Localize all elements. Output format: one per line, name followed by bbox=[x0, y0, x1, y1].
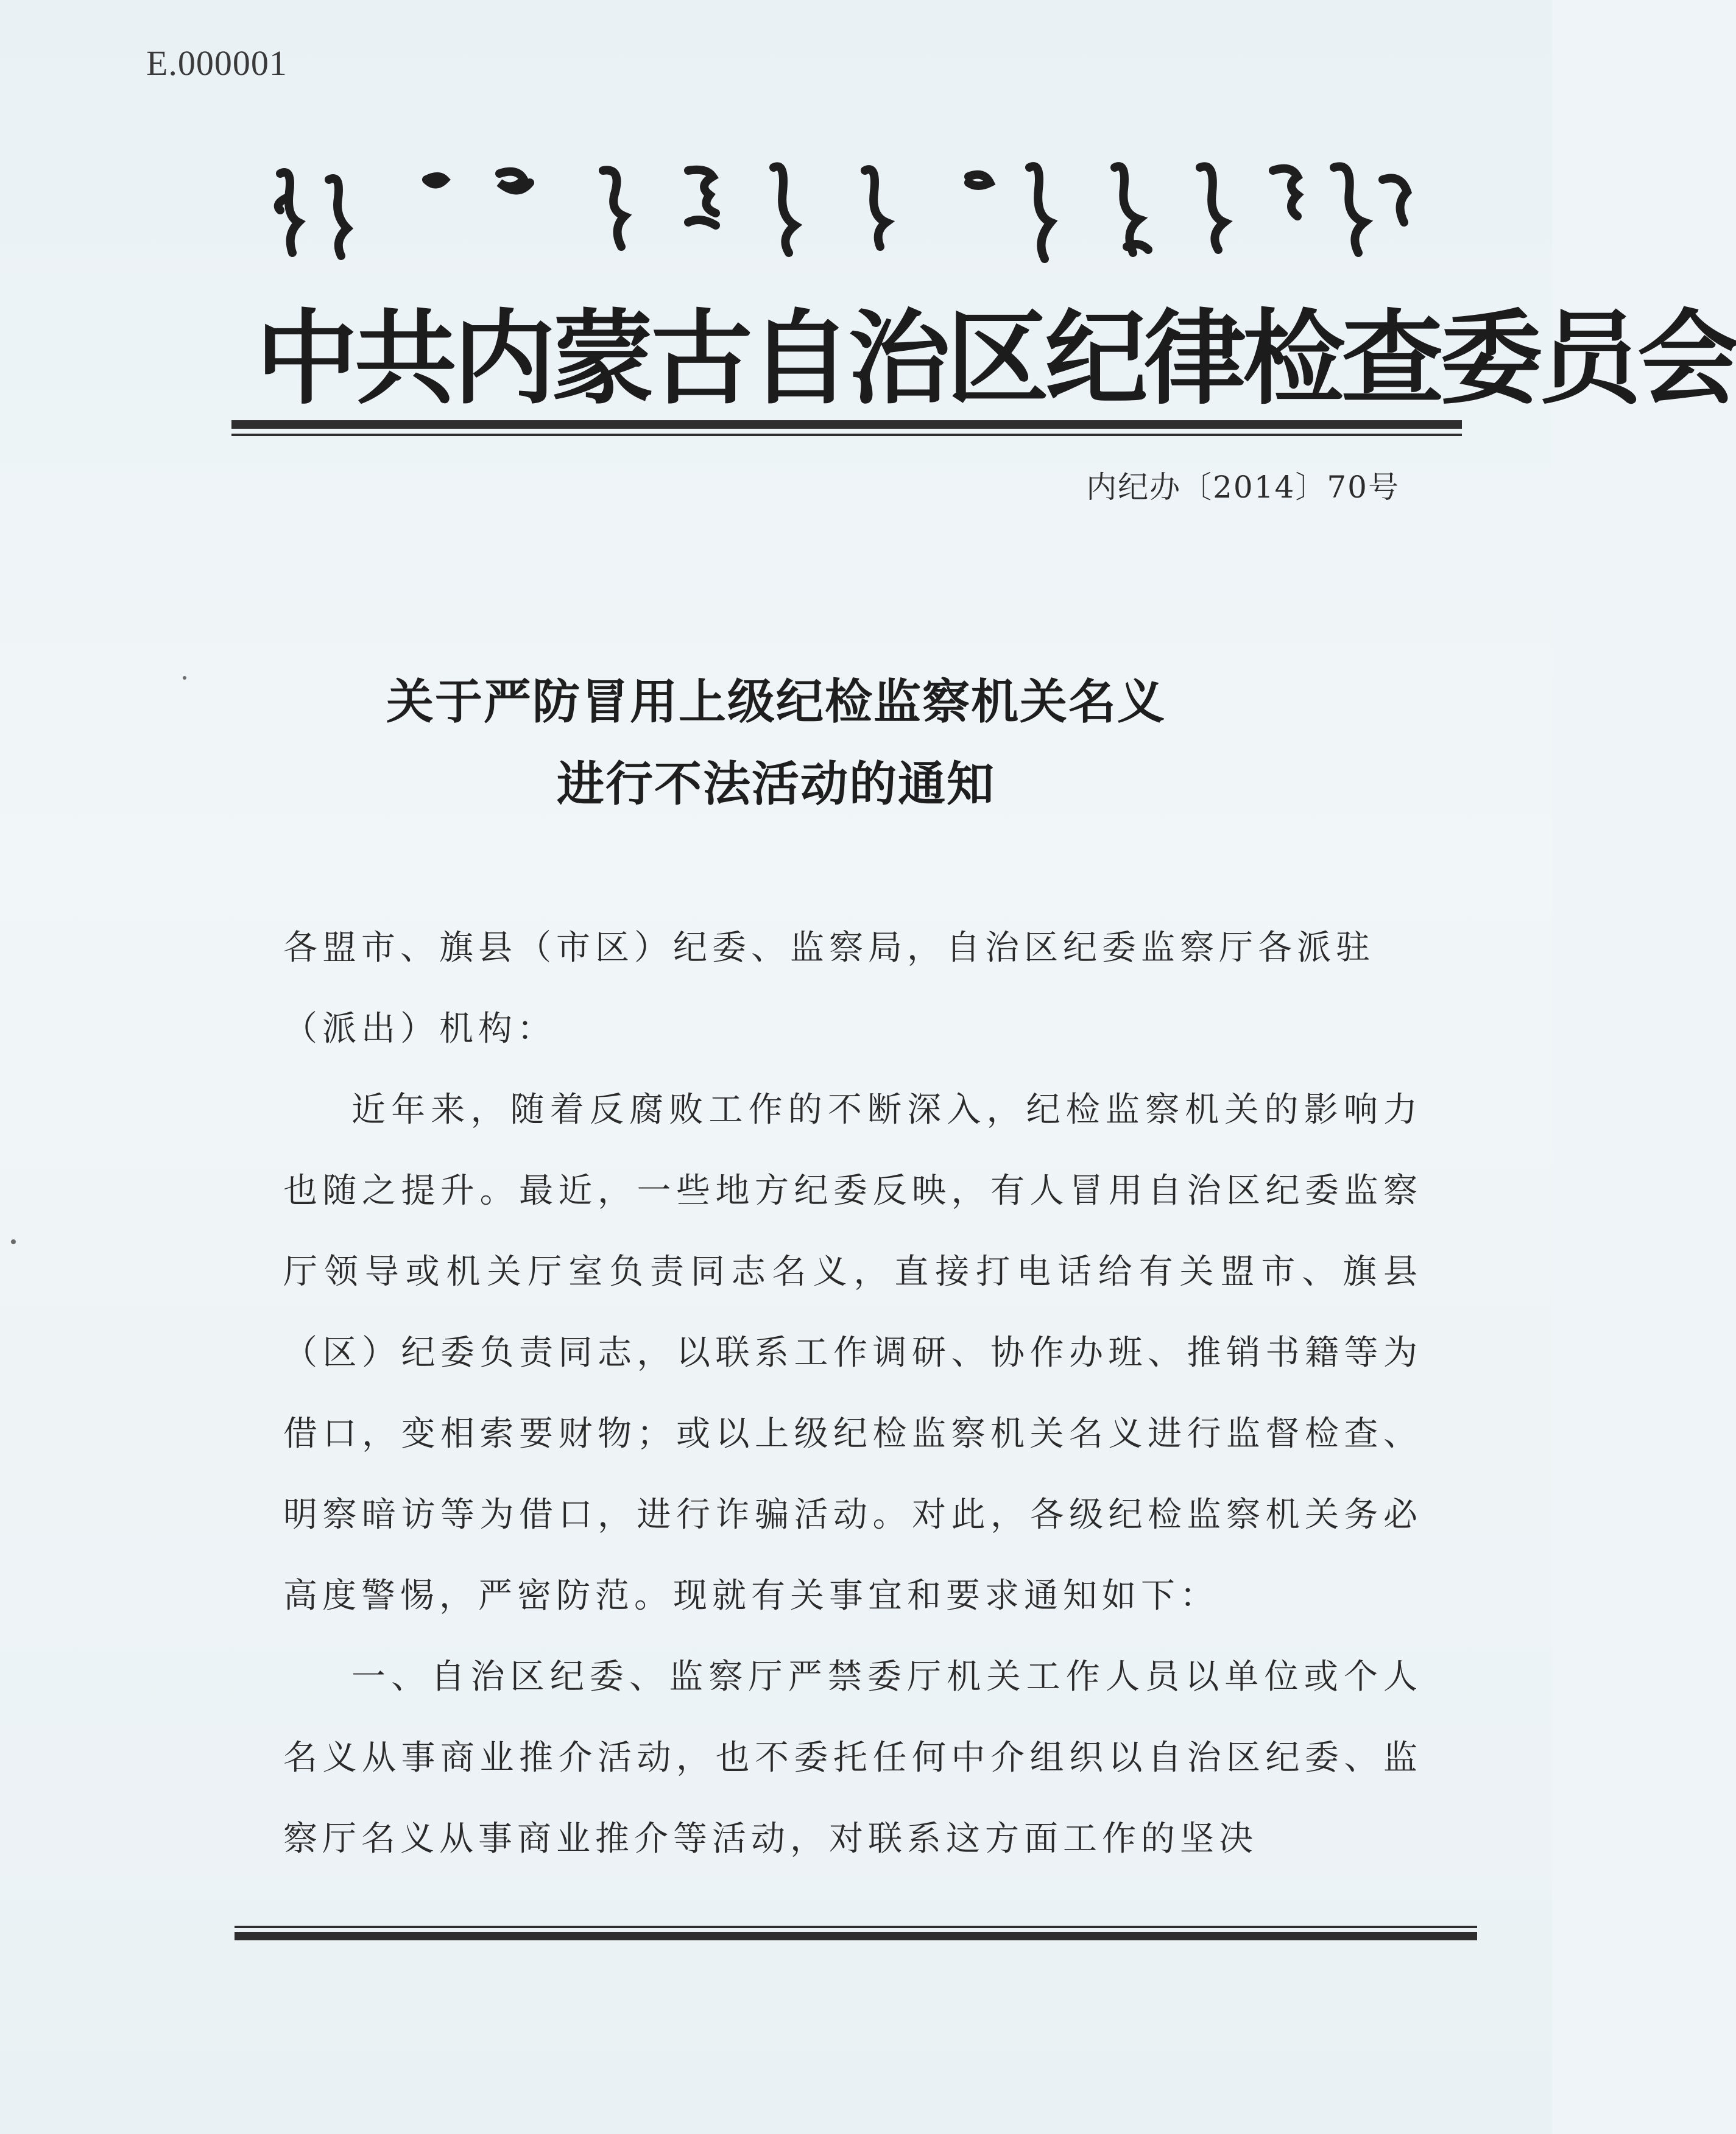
scan-speck bbox=[11, 1239, 16, 1244]
document-id: E.000001 bbox=[146, 43, 288, 83]
document-body bbox=[283, 907, 1422, 1879]
header-rule-thin bbox=[231, 434, 1462, 436]
document-title-line-2: 进行不法活动的通知 bbox=[556, 757, 995, 812]
body-paragraph-1: 近年来，随着反腐败工作的不断深入，纪检监察机关的影响力也随之提升。最近，一些地方纪委反映，有人冒用自治区纪委监察厅领导或机关厅室负责同志名义，直接打电话给有关盟市、旗县（区）纪委负责同志，以联系工作调研、协作办班、推销书籍等为借口，变相索要财物；或以上级纪检监察机关名义进行监督检查、明察暗访等为借口，进行诈骗活动。对此，各级纪检监察机关务必高度警惕，严密防范。现就有关事宜和要求通知如下： bbox=[283, 1090, 1422, 1616]
header-rule-thick bbox=[231, 420, 1462, 429]
organization-title: 中共内蒙古自治区纪律检查委员会 bbox=[256, 299, 1736, 418]
mongolian-script-header bbox=[262, 155, 1419, 265]
body-paragraph-2: 一、自治区纪委、监察厅严禁委厅机关工作人员以单位或个人名义从事商业推介活动，也不委托任何中介组织以自治区纪委、监察厅名义从事商业推介等活动，对联系这方面工作的坚决 bbox=[283, 1657, 1422, 1859]
footer-rule-thin bbox=[235, 1926, 1477, 1928]
document-title-line-1: 关于严防冒用上级纪检监察机关名义 bbox=[386, 675, 1166, 730]
footer-rule-thick bbox=[235, 1932, 1477, 1940]
scan-speck bbox=[183, 676, 186, 680]
mongolian-script-graphic bbox=[262, 155, 1419, 265]
addressee-line-2: （派出）机构： bbox=[283, 1009, 556, 1049]
addressee-line-1: 各盟市、旗县（市区）纪委、监察局，自治区纪委监察厅各派驻 bbox=[283, 928, 1375, 968]
document-number: 内纪办〔2014〕70号 bbox=[1086, 470, 1400, 505]
